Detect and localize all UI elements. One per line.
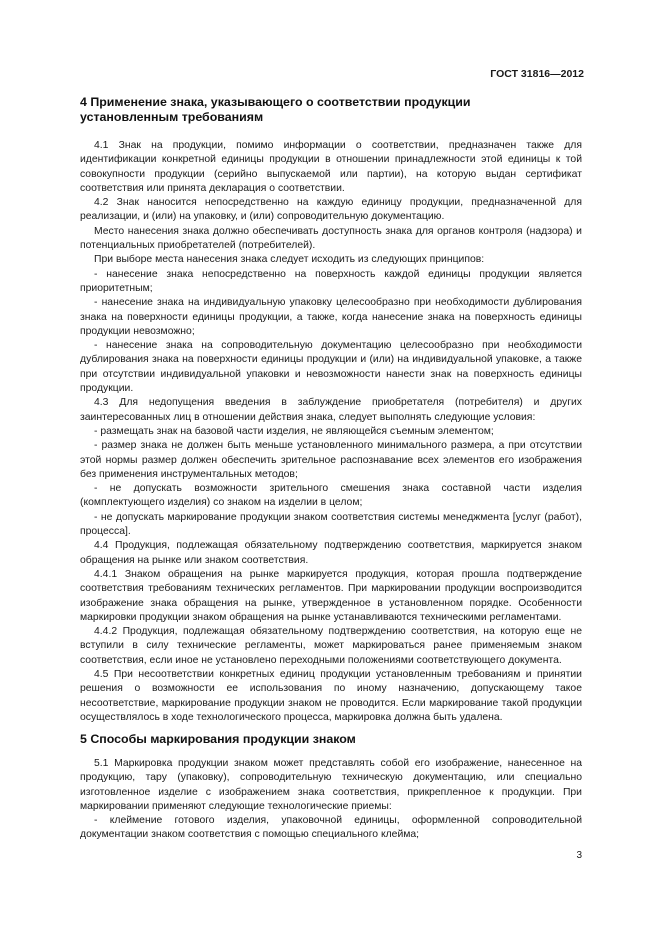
paragraph: 4.1 Знак на продукции, помимо информации о соответствии, предназначен также для идентификации конкретной единицы продукции в отношении принадлежности этой единицы к той совокупности продукции (серийно выпускаемой или партии), на которую выдан сертификат соответствия или принята декларация о соответствии. bbox=[80, 140, 582, 194]
paragraph: 4.4.2 Продукция, подлежащая обязательному подтверждению соответствия, на которую еще не вступили в силу технические регламенты, может маркироваться ранее применяемым знаком соответствия, если иное не установлено переходными положениями соответствующего документа. bbox=[80, 626, 582, 666]
paragraph: Место нанесения знака должно обеспечивать доступность знака для органов контроля (надзора) и потенциальных приобретателей (потребителей). bbox=[80, 225, 582, 252]
paragraph: 4.2 Знак наносится непосредственно на каждую единицу продукции, предназначенной для реализации, и (или) на упаковку, и (или) сопроводительную документацию. bbox=[80, 197, 582, 223]
list-item: - не допускать возможности зрительного смешения знака составной части изделия (комплектующего изделия) со знаком на изделии в целом; bbox=[80, 483, 582, 509]
list-item: - нанесение знака на сопроводительную документацию целесообразно при необходимости дублирования знака на поверхности единицы продукции и (или) на индивидуальной упаковке, а также при отсутствии индивидуальной упаковки и невозможности нанести знак на поверхность единицы продукции. bbox=[80, 340, 582, 395]
list-item: - не допускать маркирование продукции знаком соответствия системы менеджмента [услуг (работ), процесса]. bbox=[80, 511, 582, 538]
section-5-body bbox=[80, 757, 582, 843]
paragraph: 5.1 Маркировка продукции знаком может представлять собой его изображение, нанесенное на продукцию, тару (упаковку), сопроводительную техническую документацию, или специально изготовленное изделие с изображением знака соответствия, прикрепленное к продукции. При маркировании применяют следующие технологические приемы: bbox=[80, 758, 582, 812]
standard-number: ГОСТ 31816—2012 bbox=[490, 68, 584, 80]
paragraph: 4.4 Продукция, подлежащая обязательному подтверждению соответствия, маркируется знаком обращения на рынке или знаком соответствия. bbox=[80, 540, 582, 566]
page-number: 3 bbox=[576, 850, 582, 861]
list-item: - нанесение знака на индивидуальную упаковку целесообразно при необходимости дублирования знака на поверхности единицы продукции, а также, когда нанесение знака на поверхность единицы продукции невозможно; bbox=[80, 297, 582, 337]
section-5-heading: 5 Способы маркирования продукции знаком bbox=[80, 732, 356, 746]
list-item: - нанесение знака непосредственно на поверхность каждой единицы продукции является приоритетным; bbox=[80, 268, 582, 294]
section-4-body bbox=[80, 139, 582, 725]
list-item: - размер знака не должен быть меньше установленного минимального размера, а при отсутствии этой нормы размер должен обеспечить зрительное распознавание всех элементов его изображения без применения инструментальных методов; bbox=[80, 440, 582, 480]
paragraph: 4.5 При несоответствии конкретных единиц продукции установленным требованиям и принятии решения о возможности ее использования по иному назначению, допускающему такое несоответствие, маркирование продукции знаком не проводится. Если маркирование такой продукции осуществлялось в ходе технологического процесса, маркировка должна быть удалена. bbox=[80, 668, 582, 723]
paragraph: 4.4.1 Знаком обращения на рынке маркируется продукция, которая прошла подтверждение соответствия требованиям технических регламентов. При маркировании продукции воспроизводится изображение знака обращения на рынке, утвержденное в установленном порядке. Особенности маркировки продукции знаком обращения на рынке устанавливаются техническими регламентами. bbox=[80, 568, 582, 623]
paragraph: 4.3 Для недопущения введения в заблуждение приобретателя (потребителя) и других заинтересованных лиц в отношении действия знака, следует выполнять следующие условия: bbox=[80, 397, 582, 423]
paragraph: При выборе места нанесения знака следует исходить из следующих принципов: bbox=[94, 254, 485, 266]
list-item: - клеймение готового изделия, упаковочной единицы, оформленной сопроводительной документации знаком соответствия с помощью специального клейма; bbox=[80, 815, 582, 841]
list-item: - размещать знак на базовой части изделия, не являющейся съемным элементом; bbox=[94, 425, 494, 437]
section-4-heading: 4 Применение знака, указывающего о соответствии продукции установленным требованиям bbox=[80, 95, 471, 124]
